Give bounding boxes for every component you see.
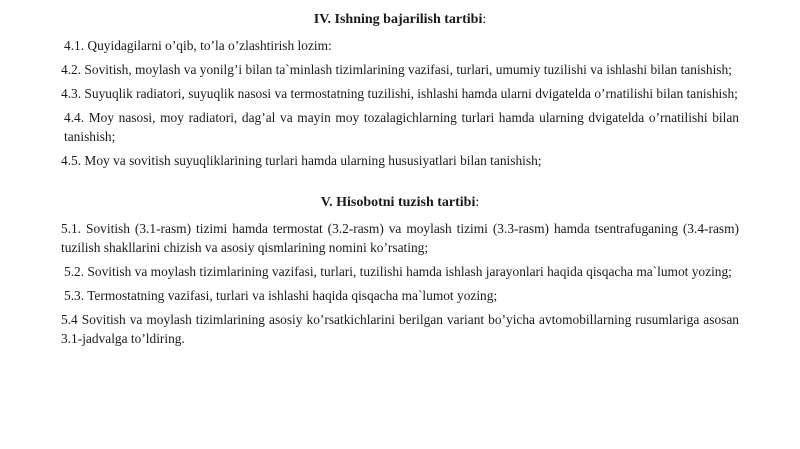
section-5-title-colon: : — [475, 195, 480, 210]
paragraph-5-3: 5.3. Termostatning vazifasi, turlari va ishlashi haqida qisqacha ma`lumot yozing; — [64, 288, 498, 303]
paragraph-5-4: 5.4 Sovitish va moylash tizimlarining asosiy ko’rsatkichlarini berilgan variant bo’yicha avtomobillarning rusumlariga asosan 3.1-jadvalga to’ldiring. — [61, 312, 739, 346]
paragraph-4-5: 4.5. Moy va sovitish suyuqliklarining turlari hamda ularning hususiyatlari bilan tanishish; — [61, 153, 542, 168]
section-5-title: V. Hisobotni tuzish tartibi — [320, 195, 476, 210]
document-page — [61, 10, 739, 353]
section-5-heading — [61, 193, 739, 213]
paragraph-5-1: 5.1. Sovitish (3.1-rasm) tizimi hamda termostat (3.2-rasm) va moylash tizimi (3.3-rasm) hamda tsentrafuganing (3.4-rasm) tuzilish shakllarini chizish va asosiy qismlarining nomini ko’rsating; — [61, 221, 739, 255]
paragraph-4-1: 4.1. Quyidagilarni o’qib, to’la o’zlashtirish lozim: — [64, 38, 332, 53]
paragraph-5-2: 5.2. Sovitish va moylash tizimlarining vazifasi, turlari, tuzilishi hamda ishlash jarayonlari haqida qisqacha ma`lumot yozing; — [64, 264, 732, 279]
paragraph-4-3: 4.3. Suyuqlik radiatori, suyuqlik nasosi va termostatning tuzilishi, ishlashi hamda ularni dvigatelda o’rnatilishi bilan tanishish; — [61, 86, 738, 101]
section-4-heading — [61, 10, 739, 30]
paragraph-4-4: 4.4. Moy nasosi, moy radiatori, dag’al va mayin moy tozalagichlarning turlari hamda ularning dvigatelda o’rnatilishi bilan tanishish; — [64, 110, 739, 144]
section-4-title: IV. Ishning bajarilish tartibi — [313, 12, 483, 27]
section-4-title-colon: : — [482, 12, 487, 27]
section-spacer — [61, 175, 739, 193]
paragraph-4-2: 4.2. Sovitish, moylash va yonilg’i bilan ta`minlash tizimlarining vazifasi, turlari, umumiy tuzilishi va ishlashi bilan tanishish; — [61, 62, 732, 77]
